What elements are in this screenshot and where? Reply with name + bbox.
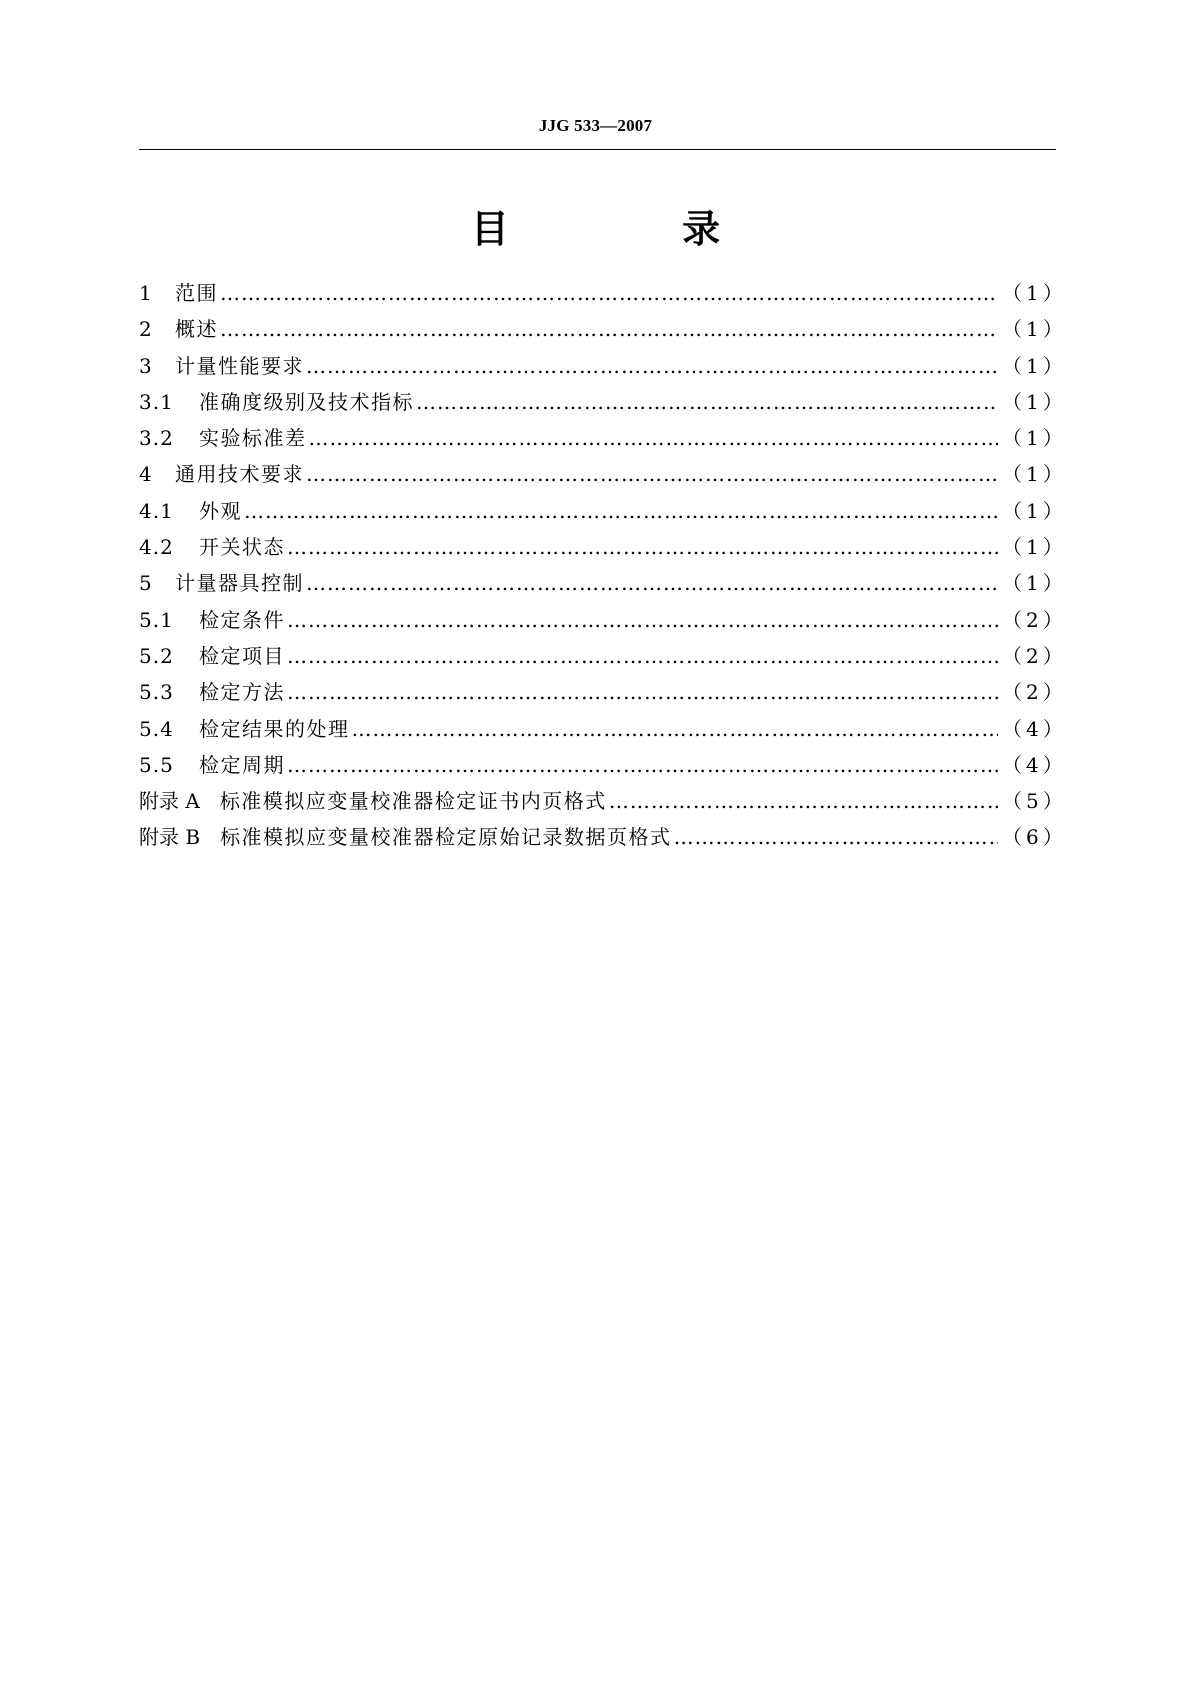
toc-entry-label: 准确度级别及技术指标 [199,389,414,414]
toc-dot-leader [306,571,998,595]
toc-entry-page: （1） [1002,535,1067,560]
toc-entry-label: 实验标准差 [199,426,307,451]
toc-entry[interactable] [139,422,1067,458]
toc-entry-number: 5.5 [139,752,174,777]
toc-entry-label: 检定项目 [199,643,285,668]
toc-dot-leader [220,317,998,341]
toc-entry-number: 5.1 [139,607,174,632]
toc-dot-leader [220,281,998,305]
page-title: 目 录 [470,207,801,251]
toc-dot-leader [352,717,999,741]
toc-entry-label: 标准模拟应变量校准器检定原始记录数据页格式 [220,825,672,850]
toc-dot-leader [674,825,998,849]
toc-entry-label: 范围 [175,281,218,305]
toc-entry-label: 概述 [175,317,218,342]
toc-dot-leader [306,354,998,378]
toc-entry[interactable] [139,313,1067,349]
toc-dot-leader [306,462,998,486]
toc-entry-number: 4.1 [139,498,174,523]
document-code-header: JJG 533—2007 [538,116,653,135]
toc-entry-label: 标准模拟应变量校准器检定证书内页格式 [219,789,607,814]
toc-entry-number: 3.1 [139,389,174,414]
toc-entry[interactable] [139,604,1067,640]
toc-entry[interactable] [139,458,1067,494]
toc-entry-number: 5.4 [139,716,174,741]
toc-entry-page: （6） [1002,825,1067,850]
toc-entry[interactable] [139,531,1067,567]
toc-dot-leader [287,680,998,704]
toc-entry[interactable] [139,749,1067,785]
toc-entry-label: 检定结果的处理 [199,716,350,741]
toc-entry-page: （2） [1002,607,1067,632]
toc-entry[interactable] [139,713,1067,749]
toc-entry-page: （2） [1002,680,1067,705]
toc-entry-page: （4） [1002,752,1067,777]
toc-entry-page: （2） [1002,643,1067,668]
toc-entry-number: 5.3 [139,680,174,705]
toc-entry-number: 5.2 [139,643,174,668]
toc-entry-label: 计量性能要求 [175,353,304,378]
toc-entry-number: 5 [139,571,153,596]
toc-entry-page: （5） [1002,789,1067,814]
toc-entry-number: 2 [139,317,153,342]
toc-entry-page: （1） [1002,462,1067,487]
toc-entry-number: 3 [139,353,153,378]
toc-entry-number: 附录 B [139,825,201,850]
toc-entry[interactable] [139,350,1067,386]
toc-entry-label: 开关状态 [199,535,285,560]
toc-dot-leader [244,499,998,523]
toc-entry-appendix[interactable] [139,821,1067,857]
header-rule [139,149,1056,150]
toc-entry[interactable] [139,676,1067,712]
toc-entry-number: 4 [139,462,153,487]
toc-entry-label: 检定条件 [199,607,285,632]
toc-dot-leader [609,789,998,813]
toc-entry-number: 1 [139,281,153,305]
toc-entry-page: （1） [1002,389,1067,414]
toc-dot-leader [287,753,998,777]
toc-entry[interactable] [139,277,1067,313]
toc-entry-page: （1） [1002,317,1067,342]
toc-dot-leader [416,390,998,414]
toc-entry[interactable] [139,386,1067,422]
toc-dot-leader [287,644,998,668]
toc-entry-page: （1） [1002,426,1067,451]
toc-entry-page: （1） [1002,571,1067,596]
toc-dot-leader [309,426,999,450]
toc-entry-appendix[interactable] [139,785,1067,821]
toc-entry-number: 附录 A [139,789,200,814]
toc-entry-page: （1） [1002,498,1067,523]
toc-entry-number: 4.2 [139,535,174,560]
table-of-contents [139,277,1067,858]
toc-entry-label: 检定周期 [199,752,285,777]
toc-entry-page: （1） [1002,353,1067,378]
toc-entry-label: 外观 [199,498,242,523]
toc-entry[interactable] [139,640,1067,676]
toc-entry[interactable] [139,567,1067,603]
toc-entry-page: （4） [1002,716,1067,741]
toc-entry[interactable] [139,495,1067,531]
toc-entry-label: 计量器具控制 [175,571,304,596]
toc-dot-leader [287,608,998,632]
toc-entry-number: 3.2 [139,426,174,451]
toc-entry-label: 通用技术要求 [175,462,304,487]
toc-entry-label: 检定方法 [199,680,285,705]
toc-entry-page: （1） [1002,281,1067,305]
toc-dot-leader [287,535,998,559]
